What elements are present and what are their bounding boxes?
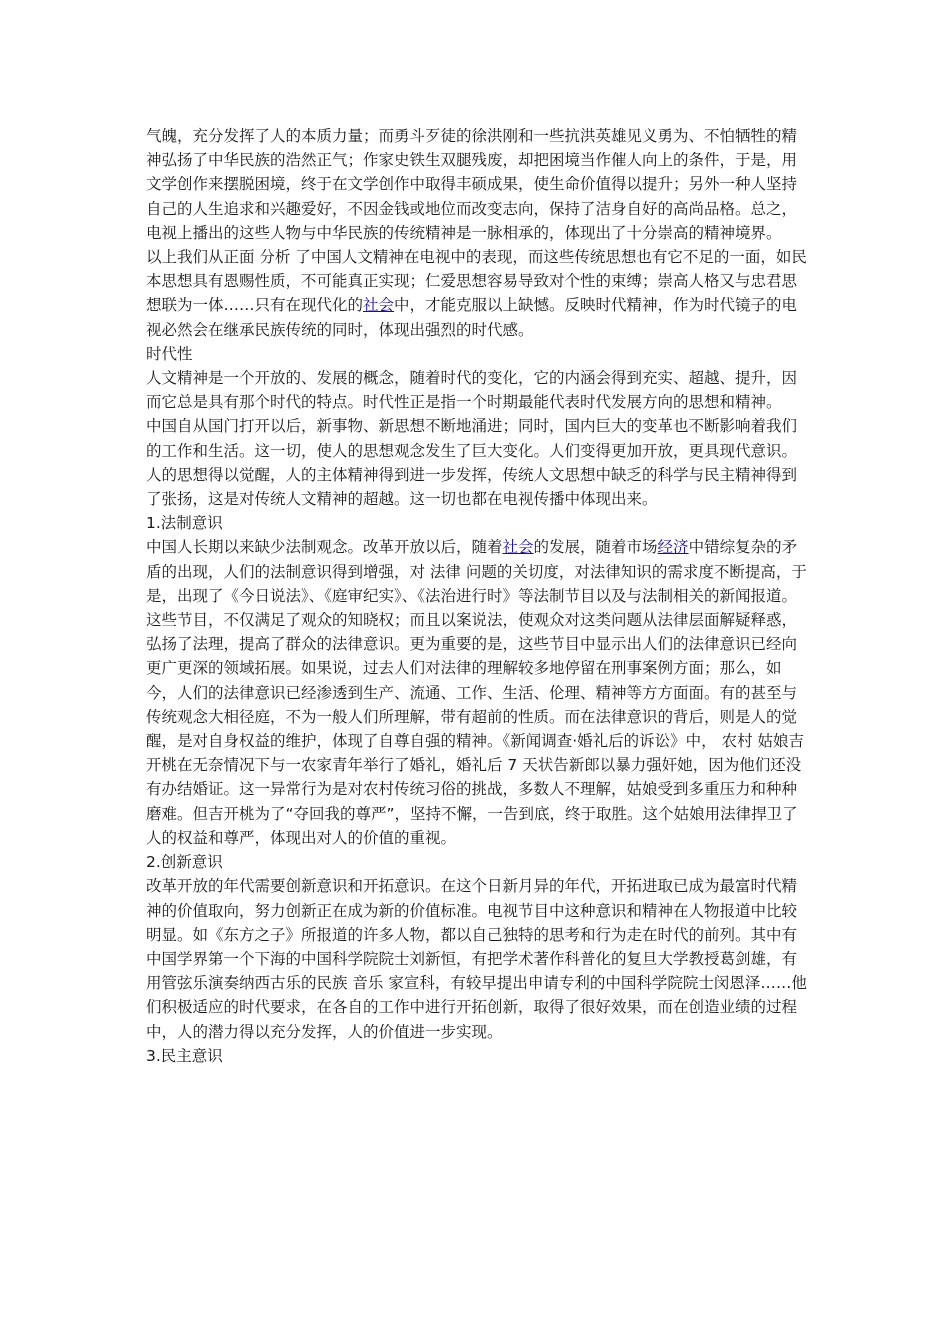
heading-innovation-awareness: 2.创新意识 <box>146 853 223 872</box>
paragraph-heroes: 气魄，充分发挥了人的本质力量；而勇斗歹徒的徐洪刚和一些抗洪英雄见义勇为、不怕牺牲的精神弘扬了中华民族的浩然正气；作家史铁生双腿残废，却把困境当作催人向上的条件，于是，用文学创作来摆脱困境，终于在文学创作中取得丰硕成果，使生命价值得以提升；另外一种人坚持自己的人生追求和兴趣爱好，不因金钱或地位而改变志向，保持了洁身自好的高尚品格。总之，电视上播出的这些人物与中华民族的传统精神是一脉相承的，体现出了十分崇高的精神境界。 <box>146 127 798 242</box>
heading-era: 时代性 <box>146 344 193 363</box>
paragraph-humanistic-spirit: 人文精神是一个开放的、发展的概念，随着时代的变化，它的内涵会得到充实、超越、提升，因而它总是具有那个时代的特点。时代性正是指一个时期最能代表时代发展方向的思想和精神。 <box>146 369 798 412</box>
document-body <box>146 124 812 1068</box>
paragraph-legal-awareness: 中国人长期以来缺少法制观念。改革开放以后，随着社会的发展，随着市场经济中错综复杂的矛盾的出现，人们的法制意识得到增强，对 法律 问题的关切度，对法律知识的需求度不断提高，于是，出现了《今日说法》、《庭审纪实》、《法治进行时》等法制节目以及与法制相关的新闻报道。这些节目，不仅满足了观众的知晓权；而且以案说法，使观众对这类问题从法律层面解疑释惑，弘扬了法理，提高了群众的法律意识。更为重要的是，这些节目中显示出人们的法律意识已经向更广更深的领域拓展。如果说，过去人们对法律的理解较多地停留在刑事案例方面；那么，如今，人们的法律意识已经渗透到生产、流通、工作、生活、伦理、精神等方方面面。有的甚至与传统观念大相径庭，不为一般人们所理解，带有超前的性质。而在法律意识的背后，则是人的觉醒，是对自身权益的维护，体现了自尊自强的精神。《新闻调查·婚礼后的诉讼》中， 农村 姑娘吉开桃在无奈情况下与一农家青年举行了婚礼，婚礼后 7 天状告新郎以暴力强奸她，因为他们还没有办结婚证。这一异常行为是对农村传统习俗的挑战，多数人不理解，姑娘受到多重压力和种种磨难。但吉开桃为了“夺回我的尊严”，坚持不懈，一告到底，终于取胜。这个姑娘用法律捍卫了人的权益和尊严，体现出对人的价值的重视。 <box>146 538 807 847</box>
heading-democratic-awareness: 3.民主意识 <box>146 1046 223 1065</box>
paragraph-opening-up: 中国自从国门打开以后，新事物、新思想不断地涌进；同时，国内巨大的变革也不断影响着我们的工作和生活。这一切，使人的思想观念发生了巨大变化。人们变得更加开放，更具现代意识。人的思想得以觉醒，人的主体精神得到进一步发挥，传统人文思想中缺乏的科学与民主精神得到了张扬，这是对传统人文精神的超越。这一切也都在电视传播中体现出来。 <box>146 417 798 509</box>
link-economy[interactable]: 经济 <box>657 538 689 557</box>
paragraph-innovation-awareness: 改革开放的年代需要创新意识和开拓意识。在这个日新月异的年代，开拓进取已成为最富时代精神的价值取向，努力创新正在成为新的价值标准。电视节目中这种意识和精神在人物报道中比较明显。如《东方之子》所报道的许多人物，都以自己独特的思考和行为走在时代的前列。其中有中国学界第一个下海的中国科学院院士刘新恒，有把学术著作科普化的复旦大学教授葛剑雄，有用管弦乐演奏纳西古乐的民族 音乐 家宣科，有较早提出申请专利的中国科学院院士闵恩泽……他们积极适应的时代要求，在各自的工作中进行开拓创新，取得了很好效果，而在创造业绩的过程中，人的潜力得以充分发挥，人的价值进一步实现。 <box>146 877 807 1041</box>
paragraph-traditional-limits: 以上我们从正面 分析 了中国人文精神在电视中的表现，而这些传统思想也有它不足的一面，如民本思想具有恩赐性质，不可能真正实现；仁爱思想容易导致对个性的束缚；崇高人格又与忠君思想联为一体……只有在现代化的社会中，才能克服以上缺憾。反映时代精神，作为时代镜子的电视必然会在继承民族传统的同时，体现出强烈的时代感。 <box>146 248 807 339</box>
link-society-2[interactable]: 社会 <box>502 538 534 557</box>
heading-legal-awareness: 1.法制意识 <box>146 514 223 533</box>
link-society[interactable]: 社会 <box>363 296 395 315</box>
